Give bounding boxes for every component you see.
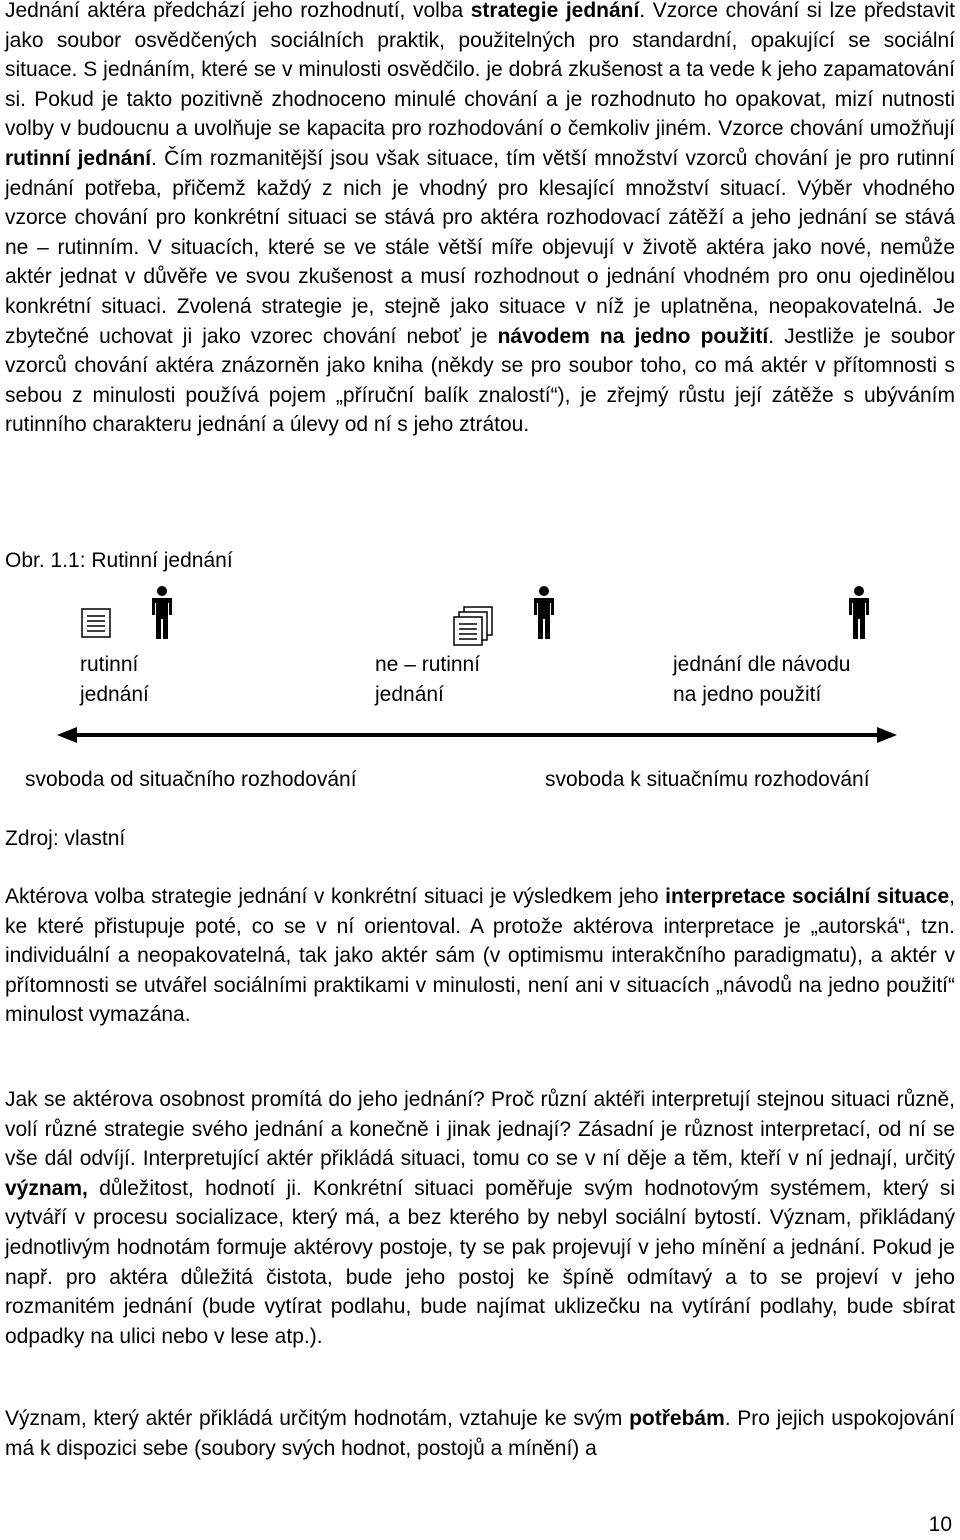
person-icon [148,585,176,641]
bold-term: význam, [5,1176,88,1200]
paragraph-needs [5,1404,955,1463]
paragraph-routine-action [5,0,955,440]
figure-label-non-routine [375,650,480,710]
label-line: rutinní [80,653,139,676]
text-run: Aktérova volba strategie jednání v konkrétní situaci je výsledkem jeho [5,885,666,908]
document-icon [80,607,114,641]
bold-term: rutinní jednání [5,146,152,170]
figure-label-routine [80,650,149,710]
text-run: . Jestliže je soubor vzorců chování aktéra znázorněn jako kniha (někdy se pro soubor toho, co má aktér v přítomnosti s sebou z minulosti používá pojem „příruční balík znalostí“), je zřejmý růstu její zátěže s ubýváním rutinního charakteru jednání a úlevy od ní s jeho ztrátou. [5,324,955,437]
text-run: , ke které přistupuje poté, co se v ní orientoval. A protože aktérova interpretace je „autorská“, tzn. individuální a neopakovatelná, tak jako aktér sám (v optimismu interakčního paradigmatu), a aktér v přítomnosti se utvářel sociálními praktikami v minulosti, není ani v situacích „návodů na jedno použití“ minulost vymazána. [5,885,955,1027]
document-stack-icon [450,605,496,651]
paragraph-interpretation [5,882,955,1030]
label-line: jednání [80,683,149,706]
label-line: jednání [375,683,444,706]
text-run: Význam, který aktér přikládá určitým hodnotám, vztahuje ke svým [5,1407,630,1430]
axis-label-left: svoboda od situačního rozhodování [25,768,357,791]
axis-label-right: svoboda k situačnímu rozhodování [545,768,870,791]
figure-routine-action [0,575,960,815]
bold-term: strategie jednání [470,0,640,22]
person-icon [530,585,558,641]
bold-term: potřebám [629,1407,725,1430]
bold-term: návodem na jedno použití [497,324,769,348]
figure-caption: Obr. 1.1: Rutinní jednání [5,549,233,572]
text-run: . Vzorce chování si lze představit jako soubor osvědčených sociálních praktik, použitelných pro standardní, opakující se sociální situace. S jednáním, které se v minulosti osvědčilo. je dobrá zkušenost a ta vede k jeho zapamatování si. Pokud je takto pozitivně zhodnoceno minulé chování a je rozhodnuto ho opakovat, mizí nutnosti volby v budoucnu a uvolňuje se kapacita pro rozhodování o čemkoliv jiném. Vzorce chování umožňují [5,0,955,141]
page-number: 10 [928,1513,952,1536]
text-run: Jak se aktérova osobnost promítá do jeho jednání? Proč různí aktéři interpretují stejnou situaci různě, volí různé strategie svého jednání a konečně i jinak jednají? Zásadní je různost interpretací, od ní se vše dál odvíjí. Interpretující aktér přikládá situaci, tomu co se v ní děje a těm, kteří v ní jednají, určitý [5,1088,955,1171]
paragraph-personality [5,1085,955,1351]
text-run: . Pro jejich uspokojování má k dispozici sebe (soubory svých hodnot, postojů a mínění) a [5,1407,955,1460]
label-line: jednání dle návodu [673,653,851,676]
label-line: ne – rutinní [375,653,481,676]
figure-source: Zdroj: vlastní [5,827,126,850]
double-arrow-axis [55,720,899,750]
bold-term: interpretace sociální situace [665,885,950,908]
label-line: na jedno použití [673,683,822,706]
text-run: Jednání aktéra předchází jeho rozhodnutí, volba [5,0,471,22]
figure-label-one-use [673,650,851,710]
person-icon [845,585,873,641]
text-run: . Čím rozmanitější jsou však situace, tím větší množství vzorců chování je pro rutinní jednání potřeba, přičemž každý z nich je vhodný pro klesající množství situací. Výběr vhodného vzorce chování pro konkrétní situaci se stává pro aktéra rozhodovací zátěží a jeho jednání se stává ne – rutinním. V situacích, které se ve stále větší míře objevují v životě aktéra jako nové, nemůže aktér jednat v důvěře ve svou zkušenost a musí rozhodnout o jednání vhodném pro onu ojedinělou konkrétní situaci. Zvolená strategie je, stejně jako situace v níž je uplatněna, neopakovatelná. Je zbytečné uchovat ji jako vzorec chování neboť je [5,146,955,348]
text-run: důležitost, hodnotí ji. Konkrétní situaci poměřuje svým hodnotovým systémem, který si vytváří v procesu socializace, který má, a bez kterého by nebyl sociální bytostí. Význam, přikládaný jednotlivým hodnotám formuje aktérovy postoje, ty se pak projevují v jeho mínění a jednání. Pokud je např. pro aktéra důležitá čistota, bude jeho postoj ke špíně odmítavý a to se projeví v jeho rozmanitém jednání (bude vytírat podlahu, bude najímat uklizečku na vytírání podlahy, bude sbírat odpadky na ulici nebo v lese atp.). [5,1176,955,1348]
